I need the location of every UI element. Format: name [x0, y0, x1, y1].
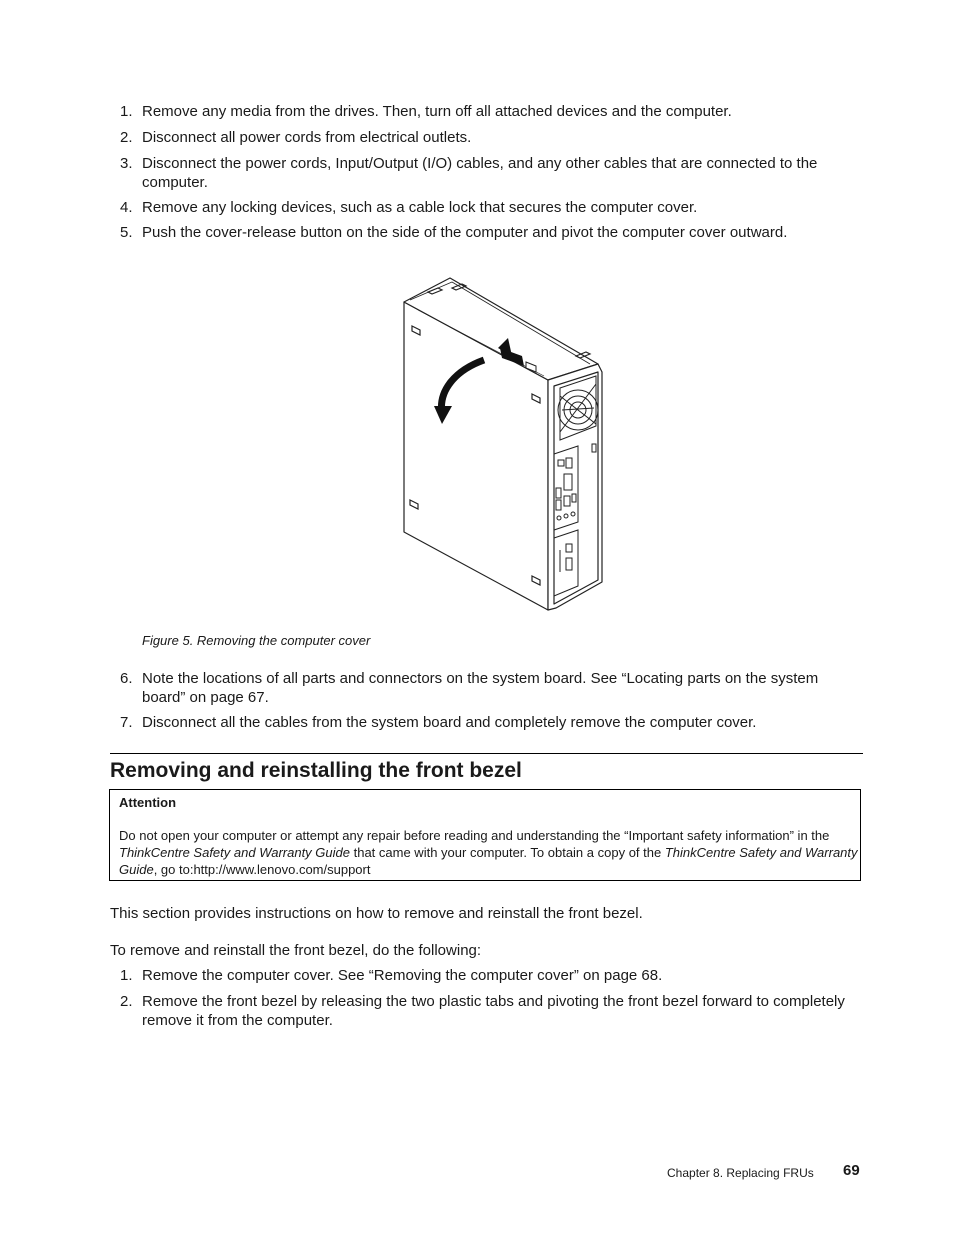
footer-chapter: Chapter 8. Replacing FRUs	[667, 1166, 814, 1180]
guide-title: ThinkCentre Safety and Warranty Guide	[119, 845, 858, 877]
lead-paragraph: To remove and reinstall the front bezel, do the following:	[110, 942, 482, 959]
step-text: Remove the front bezel by releasing the two plastic tabs and pivoting the front bezel forward to completely remove it from the computer.	[142, 993, 845, 1029]
step-text: Remove the computer cover. See “Removing the computer cover” on page 68.	[142, 967, 663, 984]
attention-title: Attention	[119, 795, 177, 810]
step-text: Disconnect all the cables from the system board and completely remove the computer cover.	[142, 714, 757, 731]
list-item	[120, 198, 865, 217]
step-number: 4.	[120, 199, 133, 216]
step-number: 3.	[120, 155, 133, 172]
page-number: 69	[843, 1162, 860, 1179]
step-number: 2.	[120, 993, 133, 1010]
intro-paragraph: This section provides instructions on how to remove and reinstall the front bezel.	[110, 905, 643, 922]
attention-notice	[109, 789, 861, 881]
section-divider	[110, 753, 863, 754]
attention-body	[119, 827, 859, 878]
step-number: 6.	[120, 670, 133, 687]
step-number: 2.	[120, 129, 133, 146]
list-item	[120, 713, 865, 732]
section-title: Removing and reinstalling the front bezel	[110, 759, 522, 782]
list-item	[120, 154, 865, 192]
step-text: Disconnect the power cords, Input/Output (I/O) cables, and any other cables that are connected to the computer.	[142, 155, 818, 191]
list-item	[120, 992, 865, 1030]
list-item	[120, 669, 865, 707]
attention-text: that came with your computer. To obtain a copy of the	[350, 845, 665, 860]
list-item	[120, 223, 865, 242]
computer-cover-figure	[398, 276, 608, 612]
step-text: Push the cover-release button on the side of the computer and pivot the computer cover outward.	[142, 224, 788, 241]
attention-text: , go to:http://www.lenovo.com/support	[153, 862, 371, 877]
step-number: 1.	[120, 967, 133, 984]
list-item	[120, 128, 865, 147]
figure-caption: Figure 5. Removing the computer cover	[142, 633, 371, 648]
step-text: Disconnect all power cords from electrical outlets.	[142, 129, 472, 146]
step-number: 5.	[120, 224, 133, 241]
attention-text: Do not open your computer or attempt any repair before reading and understanding the “Important safety information” in the	[119, 828, 830, 843]
computer-illustration	[398, 276, 608, 612]
step-text: Remove any media from the drives. Then, turn off all attached devices and the computer.	[142, 103, 732, 120]
step-text: Note the locations of all parts and connectors on the system board. See “Locating parts on the system board” on page 67.	[142, 670, 819, 706]
step-number: 7.	[120, 714, 133, 731]
step-number: 1.	[120, 103, 133, 120]
rear-face	[548, 364, 602, 610]
step-text: Remove any locking devices, such as a cable lock that secures the computer cover.	[142, 199, 698, 216]
list-item	[120, 102, 865, 121]
guide-title: ThinkCentre Safety and Warranty Guide	[119, 845, 350, 860]
list-item	[120, 966, 865, 985]
